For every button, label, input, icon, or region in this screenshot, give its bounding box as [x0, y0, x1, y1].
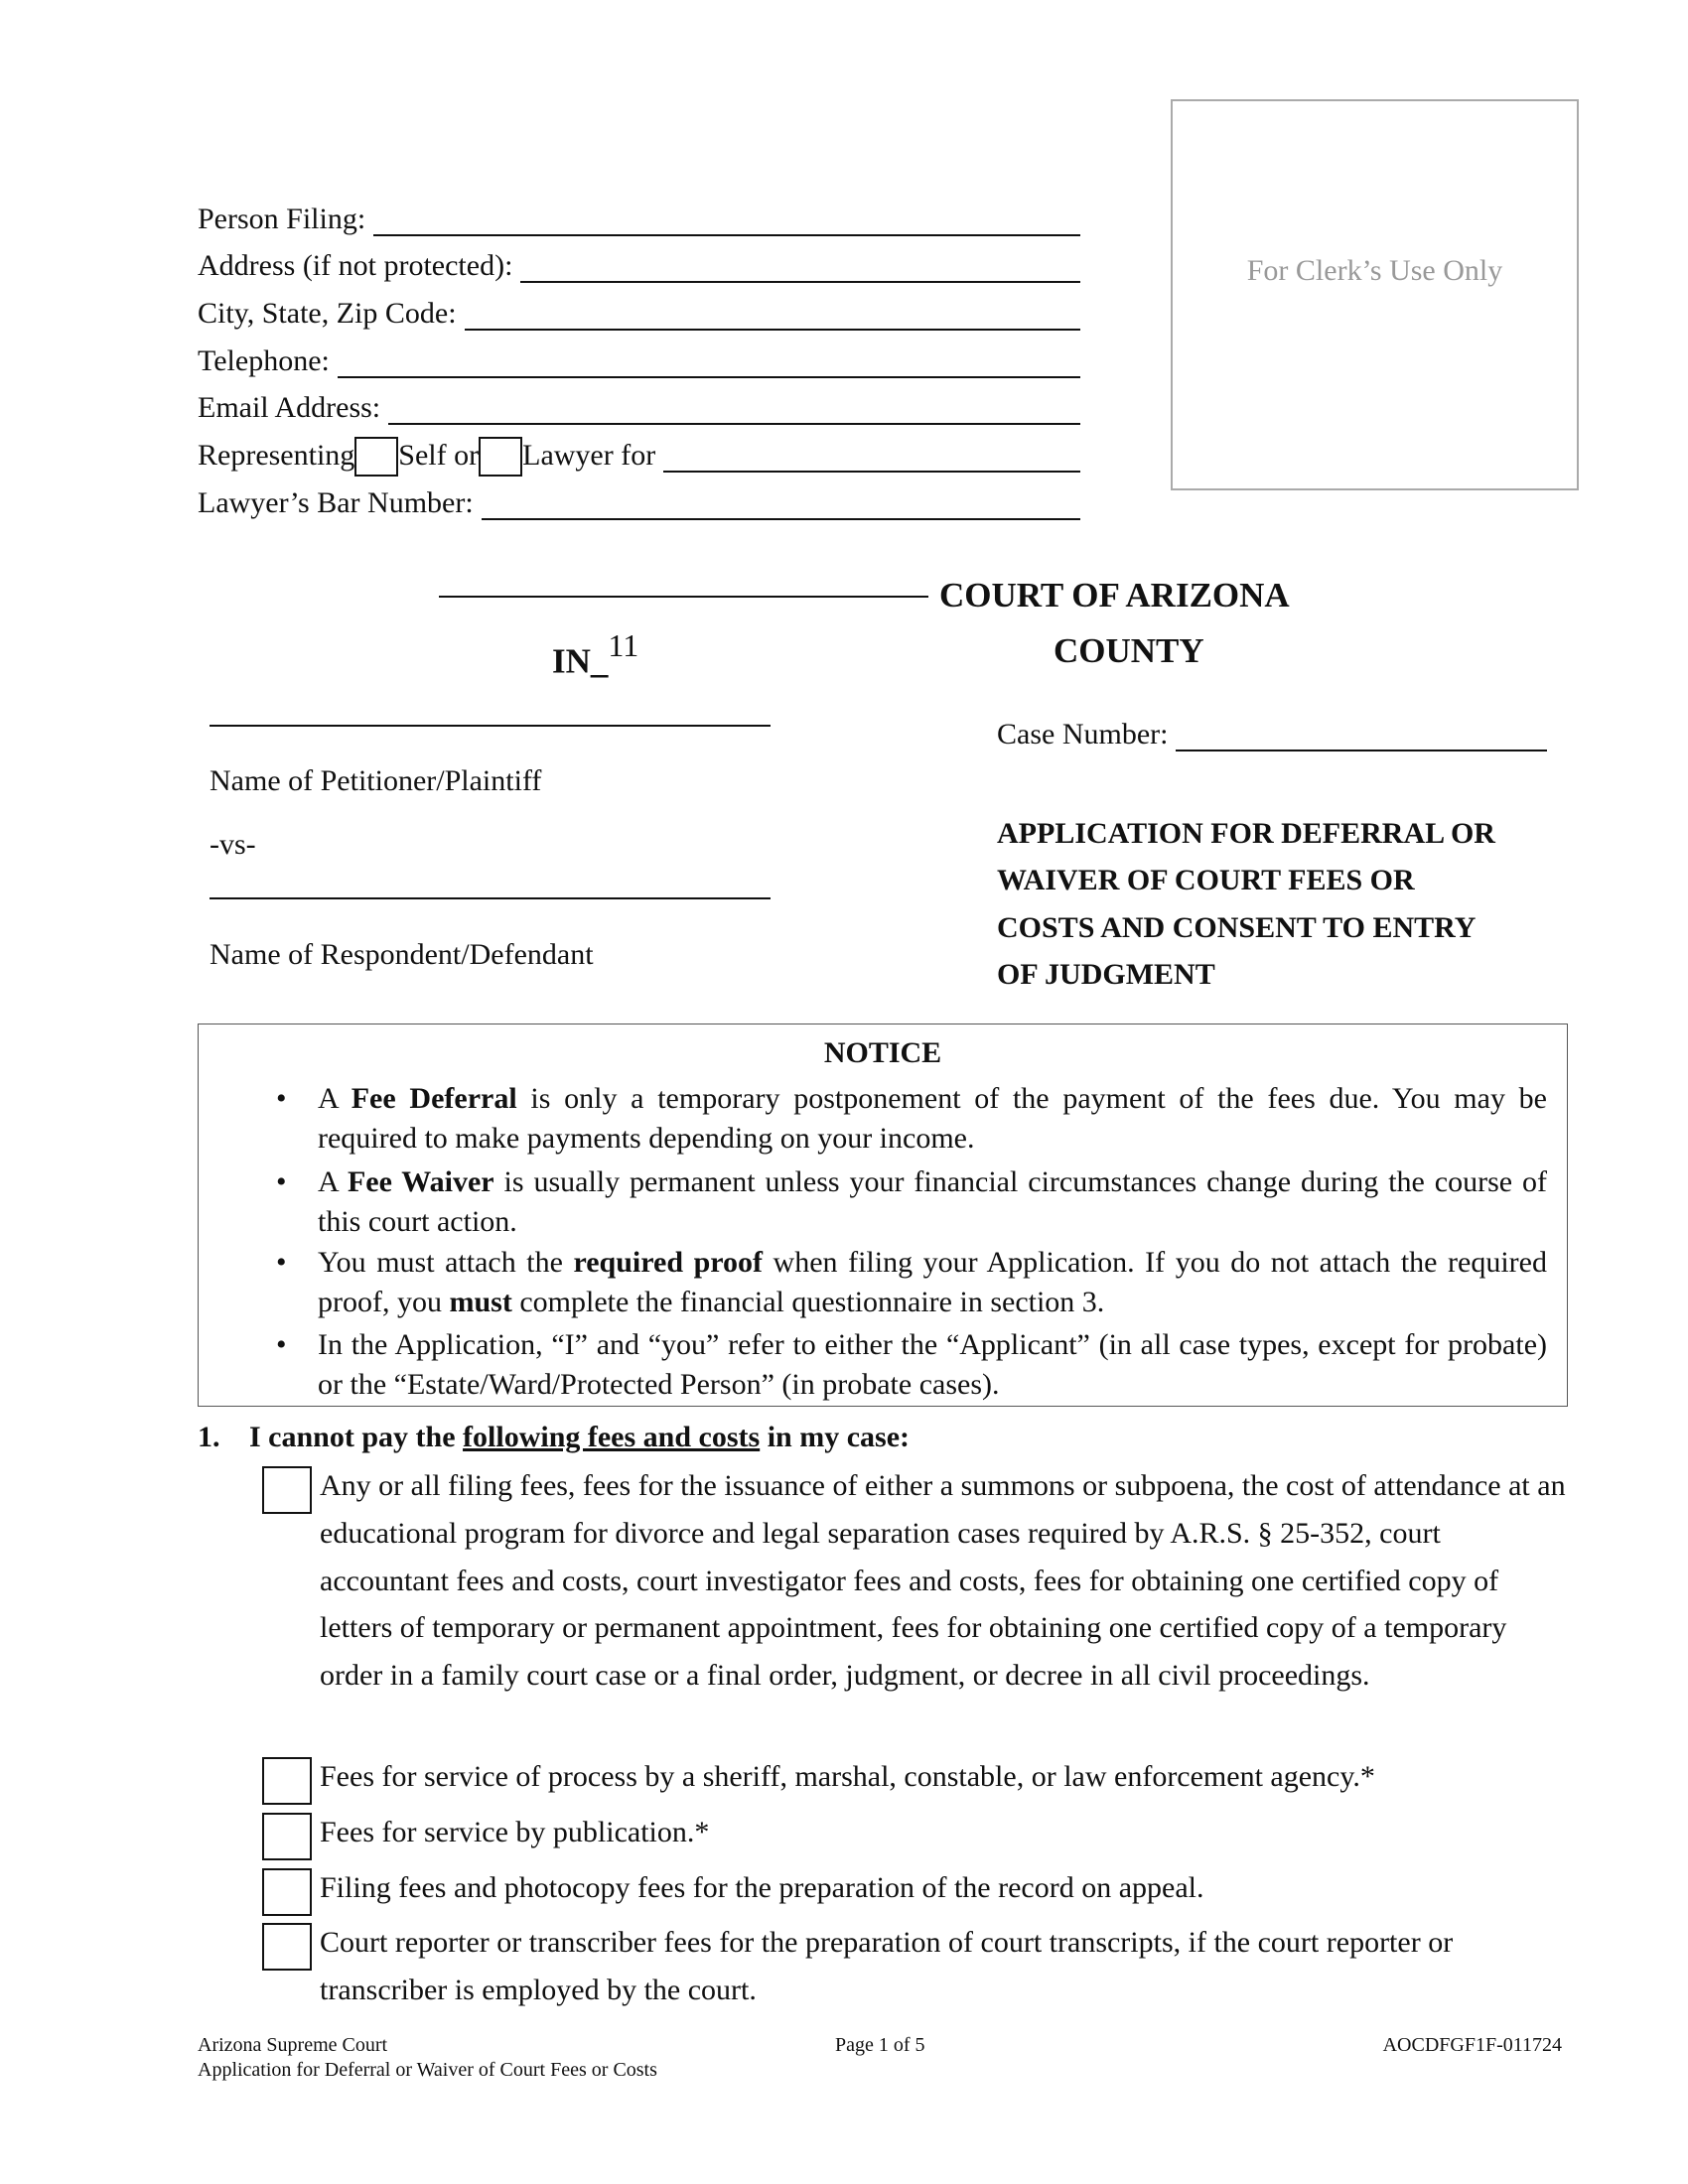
fee-item-appeal	[262, 1864, 1573, 1912]
case-number-line[interactable]	[1176, 722, 1547, 751]
lawyer-for-line[interactable]	[663, 443, 1080, 473]
notice-bullet: • In the Application, “I” and “you” refer to either the “Applicant” (in all case types, except for probate) or the “Estate/Ward/Protected Person” (in probate cases).	[276, 1328, 1547, 1401]
lawyer-for-label: Lawyer for	[522, 439, 656, 472]
form-title-line: WAIVER OF COURT FEES OR	[997, 864, 1415, 897]
address-field[interactable]	[198, 243, 1080, 283]
bar-number-field[interactable]	[198, 480, 1080, 520]
clerk-use-box	[1171, 99, 1579, 490]
respondent-label: Name of Respondent/Defendant	[210, 938, 594, 971]
lawyer-checkbox[interactable]	[479, 437, 522, 477]
section1-text-end: in my case:	[760, 1421, 911, 1453]
court-name-line[interactable]	[439, 596, 928, 598]
fee-item-text: Any or all filing fees, fees for the issuance of either a summons or subpoena, the cost of attendance at an educational program for divorce and legal separation cases required by A.R.S. § 25-352, court accountant fees and costs, court investigator fees and costs, fees for obtaining one certified copy of letters of temporary or permanent appointment, fees for obtaining one certified copy of a temporary order in a family court case or a final order, judgment, or decree in all civil proceedings.	[320, 1469, 1566, 1693]
case-number-field[interactable]	[997, 718, 1547, 751]
representing-field	[198, 433, 1080, 473]
email-label: Email Address:	[198, 391, 381, 424]
person-filing-field[interactable]	[198, 197, 1080, 236]
notice-heading: NOTICE	[823, 1036, 942, 1069]
petitioner-label: Name of Petitioner/Plaintiff	[210, 764, 542, 797]
fee-item-transcripts	[262, 1919, 1573, 2014]
city-field[interactable]	[198, 291, 1080, 331]
fee-checkbox[interactable]	[262, 1868, 312, 1916]
self-checkbox[interactable]	[354, 437, 398, 477]
fee-checkbox[interactable]	[262, 1466, 312, 1514]
telephone-line[interactable]	[338, 348, 1080, 378]
form-title-line: OF JUDGMENT	[997, 958, 1215, 992]
notice-box	[198, 1024, 1568, 1407]
fee-item-text: Fees for service by publication.*	[320, 1816, 710, 1848]
telephone-field[interactable]	[198, 339, 1080, 378]
in-superscript: 11	[608, 627, 639, 663]
county-label: COUNTY	[1054, 631, 1204, 670]
city-label: City, State, Zip Code:	[198, 297, 457, 330]
notice-bullet: • You must attach the required proof when filing your Application. If you do not attach the required proof, you must complete the financial questionnaire in section 3.	[276, 1246, 1547, 1318]
fee-item-text: Filing fees and photocopy fees for the preparation of the record on appeal.	[320, 1871, 1204, 1904]
section1-number: 1.	[198, 1421, 220, 1453]
self-label: Self or	[398, 439, 480, 472]
fee-checkbox[interactable]	[262, 1923, 312, 1971]
petitioner-line[interactable]	[210, 725, 771, 727]
section1-underlined: following fees and costs	[463, 1421, 761, 1453]
fee-checkbox[interactable]	[262, 1757, 312, 1805]
address-line[interactable]	[520, 253, 1080, 283]
in-label: IN_$^{11}$	[552, 627, 639, 681]
bar-number-line[interactable]	[482, 490, 1080, 520]
footer-form-title: Application for Deferral or Waiver of Court Fees or Costs	[198, 2059, 657, 2081]
fee-item-filing	[262, 1462, 1573, 1700]
notice-bullet: • A Fee Deferral is only a temporary postponement of the payment of the fees due. You may be required to make payments depending on your income.	[276, 1082, 1547, 1155]
fee-item-text: Court reporter or transcriber fees for the preparation of court transcripts, if the court reporter or transcriber is employed by the court.	[320, 1926, 1454, 2006]
vs-label: -vs-	[210, 828, 256, 861]
notice-bullet: • A Fee Waiver is usually permanent unless your financial circumstances change during the course of this court action.	[276, 1165, 1547, 1238]
telephone-label: Telephone:	[198, 344, 330, 377]
person-filing-label: Person Filing:	[198, 203, 366, 235]
bar-number-label: Lawyer’s Bar Number:	[198, 486, 474, 519]
representing-label: Representing	[198, 439, 355, 472]
section1-heading	[198, 1421, 910, 1454]
in-text: IN	[552, 641, 591, 681]
city-line[interactable]	[465, 301, 1080, 331]
footer-page: Page 1 of 5	[835, 2034, 925, 2056]
form-title-line: APPLICATION FOR DEFERRAL OR	[997, 817, 1495, 850]
fee-item-text: Fees for service of process by a sheriff, marshal, constable, or law enforcement agency.*	[320, 1760, 1375, 1793]
footer-code: AOCDFGF1F-011724	[1382, 2034, 1562, 2056]
person-filing-line[interactable]	[373, 206, 1080, 236]
respondent-line[interactable]	[210, 897, 771, 899]
fee-item-service-process	[262, 1753, 1573, 1801]
fee-checkbox[interactable]	[262, 1813, 312, 1860]
footer-org: Arizona Supreme Court	[198, 2034, 388, 2056]
form-title-line: COSTS AND CONSENT TO ENTRY	[997, 910, 1477, 944]
email-line[interactable]	[388, 395, 1080, 425]
form-title	[997, 810, 1495, 999]
clerk-use-label: For Clerk’s Use Only	[1246, 254, 1503, 287]
case-number-label: Case Number:	[997, 718, 1169, 751]
fee-item-publication	[262, 1809, 1573, 1856]
court-of-arizona: COURT OF ARIZONA	[939, 576, 1290, 614]
address-label: Address (if not protected):	[198, 249, 513, 282]
email-field[interactable]	[198, 385, 1080, 425]
section1-text: I cannot pay the	[249, 1421, 464, 1453]
